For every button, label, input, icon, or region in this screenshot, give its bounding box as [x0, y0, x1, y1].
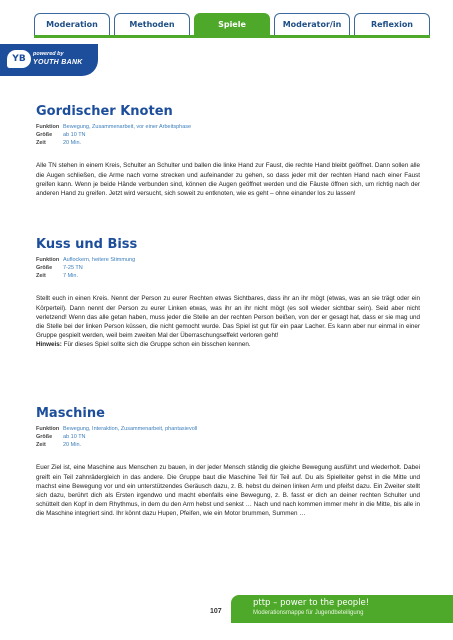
meta-key: Größe: [36, 264, 53, 271]
meta-value: 20 Min.: [63, 139, 82, 146]
meta-value: 7-25 TN: [63, 264, 83, 271]
game-maschine: [36, 406, 420, 519]
game-meta: [36, 426, 420, 449]
meta-key: Zeit: [36, 441, 46, 448]
footer-banner: [231, 595, 453, 623]
game-meta: [36, 124, 420, 147]
youth-bank-logo: YB: [7, 50, 31, 68]
brand-banner: [0, 44, 98, 76]
meta-key: Größe: [36, 433, 53, 440]
hint-label: Hinweis:: [36, 341, 62, 349]
game-title: Maschine: [36, 406, 105, 421]
meta-key: Größe: [36, 131, 53, 138]
meta-value: Bewegung, Interaktion, Zusammenarbeit, phantasievoll: [63, 426, 198, 432]
footer-slogan: pttp – power to the people!: [253, 598, 370, 608]
meta-value: 20 Min.: [63, 441, 82, 448]
meta-value: ab 10 TN: [63, 433, 86, 440]
game-title: Kuss und Biss: [36, 237, 138, 252]
game-hint: [36, 340, 420, 349]
game-description: Alle TN stehen in einem Kreis, Schulter an Schulter und ballen die linke Hand zur Faust, die rechte Hand bleibt geöffnet. Dann sollen alle die Augen schließen, die Arme nach vorne strecken und aufeinander zu gehen, so dass jeder mit der rechten Hand nach einer Faust greifen kann. Wenn je beide Hände verbunden sind, können die Augen geöffnet werden und die Fäuste öffnen sich, um richtig nach der anderen Hand zu greifen. Jetzt wird versucht, sich soweit zu entknoten, wie es geht – ohne einander los zu lassen!: [36, 162, 420, 197]
game-title: Gordischer Knoten: [36, 104, 173, 119]
powered-by-label: powered by: [33, 51, 64, 57]
tab-moderation[interactable]: Moderation: [34, 13, 110, 35]
tab-moderator-in[interactable]: Moderator/in: [274, 13, 350, 35]
tab-reflexion[interactable]: Reflexion: [354, 13, 430, 35]
game-kuss-und-biss: [36, 237, 420, 350]
game-description: Stellt euch in einen Kreis. Nennt der Person zu eurer Rechten etwas Sichtbares, dass ihr an ihr mögt (etwas, was an sie trägt oder ein Körperteil). Dann nennt der Person zu eurer Linken etwas, was ihr an ihr nicht mögt (es soll wieder sichtbar sein). Seid aber nicht verletzend! Wenn das alle getan haben, muss jeder die Stelle an der rechten Person beißen, von der er gesagt hat, dass er sie mag und die Stelle bei der linken Person küssen, die nicht gemocht wurde. Das Spiel ist gut für ein paar Lacher. Es kann aber nur einmal in einer Gruppe gespielt werden, weil beim zweiten Mal der Überraschungseffekt verloren geht!: [36, 295, 420, 340]
tab-methoden[interactable]: Methoden: [114, 13, 190, 35]
meta-key: Funktion: [36, 124, 60, 130]
tab-spiele[interactable]: Spiele: [194, 13, 270, 35]
meta-value: Bewegung, Zusammenarbeit, vor einer Arbeitsphase: [63, 124, 192, 130]
meta-key: Funktion: [36, 426, 60, 432]
meta-key: Zeit: [36, 272, 46, 279]
brand-name: YOUTH BANK: [33, 59, 83, 66]
chapter-tabs: [34, 13, 430, 36]
tab-underline: [34, 35, 430, 38]
meta-key: Funktion: [36, 257, 60, 263]
page-number: 107: [210, 608, 222, 615]
game-gordischer-knoten: [36, 104, 420, 198]
meta-value: 7 Min.: [63, 272, 78, 279]
game-meta: [36, 257, 420, 280]
meta-value: ab 10 TN: [63, 131, 86, 138]
meta-key: Zeit: [36, 139, 46, 146]
game-description: Euer Ziel ist, eine Maschine aus Menschen zu bauen, in der jeder Mensch ständig die gleiche Bewegung ausführt und wiederholt. Dabei greift ein Teil zahnrädergleich in das andere. Die Gruppe baut die Maschine Teil für Teil auf. Du als Spielleiter gehst in die Mitte und machst eine Bewegung vor und ein unterstützendes Geräusch dazu, z. B. hebst du deinen linken Arm und pfeifst dazu. Ein Zweiter stellt sich dazu, berührt dich als Ersten irgendwo und macht ebenfalls eine Bewegung, z. B. fasst er dich an deiner rechten Schulter und schüttelt den Kopf in dem Rhythmus, in dem du den Arm hebst und senkst … Nach und nach kommen immer mehr in die Mitte, bis alle in die Maschine integriert sind. Ihr könnt dazu Hupen, Pfeifen, wie ein Motor brummen, Summen …: [36, 464, 420, 518]
meta-value: Auflockern, heitere Stimmung: [63, 257, 136, 263]
hint-text: Für dieses Spiel sollte sich die Gruppe schon ein bisschen kennen.: [61, 341, 251, 349]
footer-subtitle: Moderationsmappe für Jugendbeteiligung: [253, 610, 364, 616]
page-footer: [0, 595, 453, 640]
footer-left: [0, 595, 226, 640]
